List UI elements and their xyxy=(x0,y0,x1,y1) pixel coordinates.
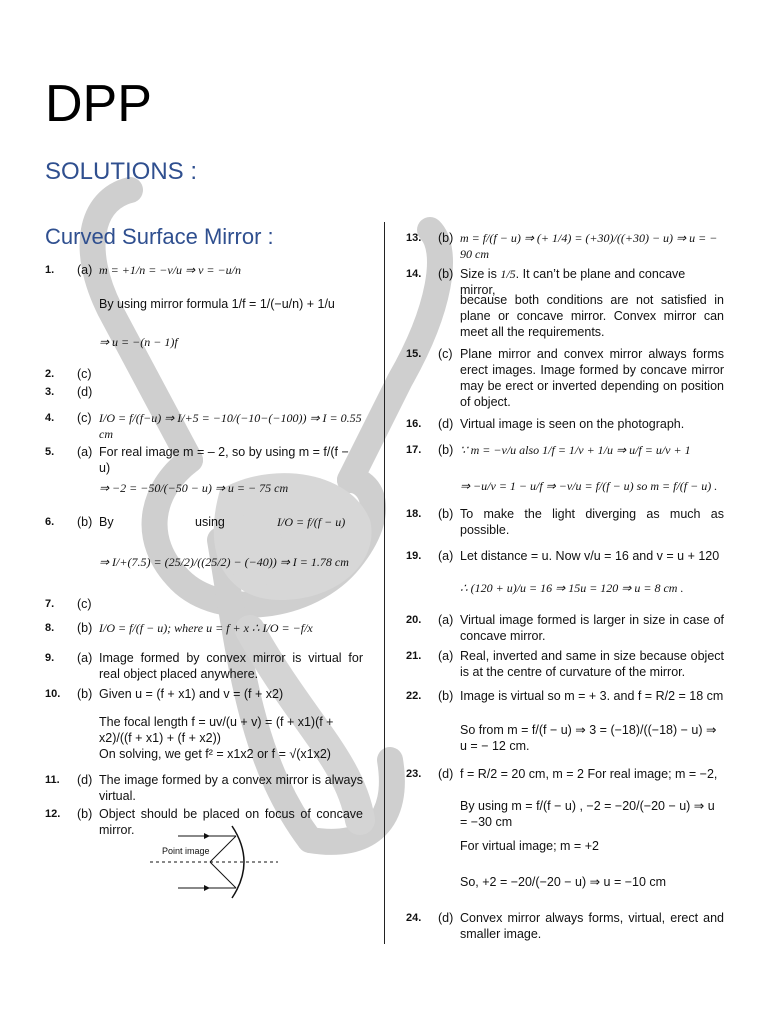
equation-line: So, +2 = −20/(−20 − u) ⇒ u = −10 cm xyxy=(460,875,667,889)
question-number: 24. xyxy=(406,912,422,924)
equation-line: I/O = f/(f−u) ⇒ I/+5 = −10/(−10−(−100)) ⇒ I = 0.55 cm xyxy=(99,411,362,441)
question-number: 18. xyxy=(406,508,422,520)
solution-text: Virtual image is seen on the photograph. xyxy=(460,417,685,431)
equation-line: ⇒ −u/v = 1 − u/f ⇒ −v/u = f/(f − u) so m = f/(f − u) . xyxy=(460,479,718,493)
question-number: 15. xyxy=(406,348,422,360)
equation-line: I/O = f/(f − u); where u = f + x ∴ I/O = −f/x xyxy=(99,621,313,635)
solution-text: Plane mirror and convex mirror always forms erect images. Image formed by concave mirror may be erect or inverted depending on position of object. xyxy=(460,347,724,409)
answer-option: (b) xyxy=(77,515,93,529)
equation-line: ⇒ u = −(n − 1)f xyxy=(99,335,178,349)
equation-fragment: I/O = f/(f − u) xyxy=(277,515,346,529)
equation-line: ⇒ I/+(7.5) = (25/2)/((25/2) − (−40)) ⇒ I = 1.78 cm xyxy=(99,555,349,569)
equation-line: For real image m = – 2, so by using m = f/(f − u) xyxy=(99,445,349,475)
equation-line: For virtual image; m = +2 xyxy=(460,839,599,853)
page-title: DPP xyxy=(45,75,152,133)
solution-text: Convex mirror always forms, virtual, erect and smaller image. xyxy=(460,911,724,941)
point-image-label: Point image xyxy=(162,846,210,856)
text-fragment: using xyxy=(195,515,225,529)
equation-fragment: 1/5 xyxy=(500,267,516,281)
solution-text: because both conditions are not satisfied in plane or concave mirror. Convex mirror can meet all the requirements. xyxy=(460,293,724,339)
question-number: 22. xyxy=(406,690,422,702)
equation-line: m = +1/n = −v/u ⇒ v = −u/n xyxy=(99,263,241,277)
answer-option: (d) xyxy=(438,767,454,781)
answer-option: (b) xyxy=(438,267,454,281)
equation-line: The focal length f = uv/(u + v) = (f + x1)(f + x2)/((f + x1) + (f + x2)) xyxy=(99,715,334,745)
solution-text: Object should be placed on focus of concave mirror. xyxy=(99,807,363,837)
equation-line: By using mirror formula 1/f = 1/(−u/n) + 1/u xyxy=(99,297,335,311)
question-number: 7. xyxy=(45,598,55,610)
question-number: 12. xyxy=(45,808,61,820)
text-fragment: . It can’t be plane and concave mirror, xyxy=(460,267,686,297)
answer-option: (b) xyxy=(438,689,454,703)
solution-text: The image formed by a convex mirror is always virtual. xyxy=(99,773,363,803)
question-number: 17. xyxy=(406,444,422,456)
question-number: 19. xyxy=(406,550,422,562)
solution-text: To make the light diverging as much as possible. xyxy=(460,507,724,537)
mirror-figure-svg xyxy=(150,822,280,902)
text-fragment: By xyxy=(99,515,114,529)
answer-option: (b) xyxy=(77,687,93,701)
equation-line: So from m = f/(f − u) ⇒ 3 = (−18)/((−18) − u) ⇒ u = − 12 cm. xyxy=(460,723,717,753)
question-number: 3. xyxy=(45,386,55,398)
question-number: 13. xyxy=(406,232,422,244)
equation-line: Image is virtual so m = + 3. and f = R/2 = 18 cm xyxy=(460,689,724,703)
solution-text: Virtual image formed is larger in size in case of concave mirror. xyxy=(460,613,724,643)
equation-line: ∵ m = −v/u also 1/f = 1/v + 1/u ⇒ u/f = u/v + 1 xyxy=(460,443,691,457)
answer-option: (b) xyxy=(77,807,93,821)
answer-option: (b) xyxy=(438,231,454,245)
answer-option: (a) xyxy=(77,445,93,459)
question-number: 10. xyxy=(45,688,61,700)
answer-option: (c) xyxy=(77,367,92,381)
question-number: 6. xyxy=(45,516,55,528)
answer-option: (d) xyxy=(438,911,454,925)
left-column xyxy=(45,262,363,852)
answer-option: (a) xyxy=(438,649,454,663)
equation-line: ⇒ −2 = −50/(−50 − u) ⇒ u = − 75 cm xyxy=(99,481,289,495)
question-number: 21. xyxy=(406,650,422,662)
question-number: 23. xyxy=(406,768,422,780)
answer-option: (b) xyxy=(438,507,454,521)
answer-option: (a) xyxy=(438,613,454,627)
question-number: 4. xyxy=(45,412,55,424)
answer-option: (a) xyxy=(77,263,93,277)
answer-option: (c) xyxy=(438,347,453,361)
answer-option: (d) xyxy=(438,417,454,431)
solution-text: Real, inverted and same in size because object is at the centre of curvature of the mirror. xyxy=(460,649,724,679)
question-number: 1. xyxy=(45,264,55,276)
question-number: 2. xyxy=(45,368,55,380)
text-fragment: Size is xyxy=(460,267,497,281)
question-number: 5. xyxy=(45,446,55,458)
equation-line: By using m = f/(f − u) , −2 = −20/(−20 − u) ⇒ u = −30 cm xyxy=(460,799,715,829)
answer-option: (a) xyxy=(77,651,93,665)
question-number: 16. xyxy=(406,418,422,430)
answer-option: (c) xyxy=(77,411,92,425)
solutions-heading: SOLUTIONS : xyxy=(45,158,198,185)
answer-option: (d) xyxy=(77,773,93,787)
answer-option: (d) xyxy=(77,385,93,399)
equation-line: On solving, we get f² = x1x2 or f = √(x1x2) xyxy=(99,747,331,761)
answer-option: (a) xyxy=(438,549,454,563)
question-number: 9. xyxy=(45,652,55,664)
equation-line: f = R/2 = 20 cm, m = 2 For real image; m = −2, xyxy=(460,767,718,781)
answer-option: (b) xyxy=(438,443,454,457)
section-heading: Curved Surface Mirror : xyxy=(45,224,274,249)
concave-mirror-diagram xyxy=(150,822,280,902)
column-divider xyxy=(384,222,385,944)
question-number: 20. xyxy=(406,614,422,626)
question-number: 11. xyxy=(45,774,60,786)
right-column xyxy=(406,230,724,950)
answer-option: (c) xyxy=(77,597,92,611)
answer-option: (b) xyxy=(77,621,93,635)
equation-line: Let distance = u. Now v/u = 16 and v = u + 120 xyxy=(460,549,720,563)
question-number: 14. xyxy=(406,268,422,280)
question-number: 8. xyxy=(45,622,55,634)
equation-line: Given u = (f + x1) and v = (f + x2) xyxy=(99,687,284,701)
solution-text: Image formed by convex mirror is virtual for real object placed anywhere. xyxy=(99,651,363,681)
equation-line: m = f/(f − u) ⇒ (+ 1/4) = (+30)/((+30) − u) ⇒ u = − 90 cm xyxy=(460,231,718,261)
equation-line: ∴ (120 + u)/u = 16 ⇒ 15u = 120 ⇒ u = 8 cm . xyxy=(460,581,684,595)
